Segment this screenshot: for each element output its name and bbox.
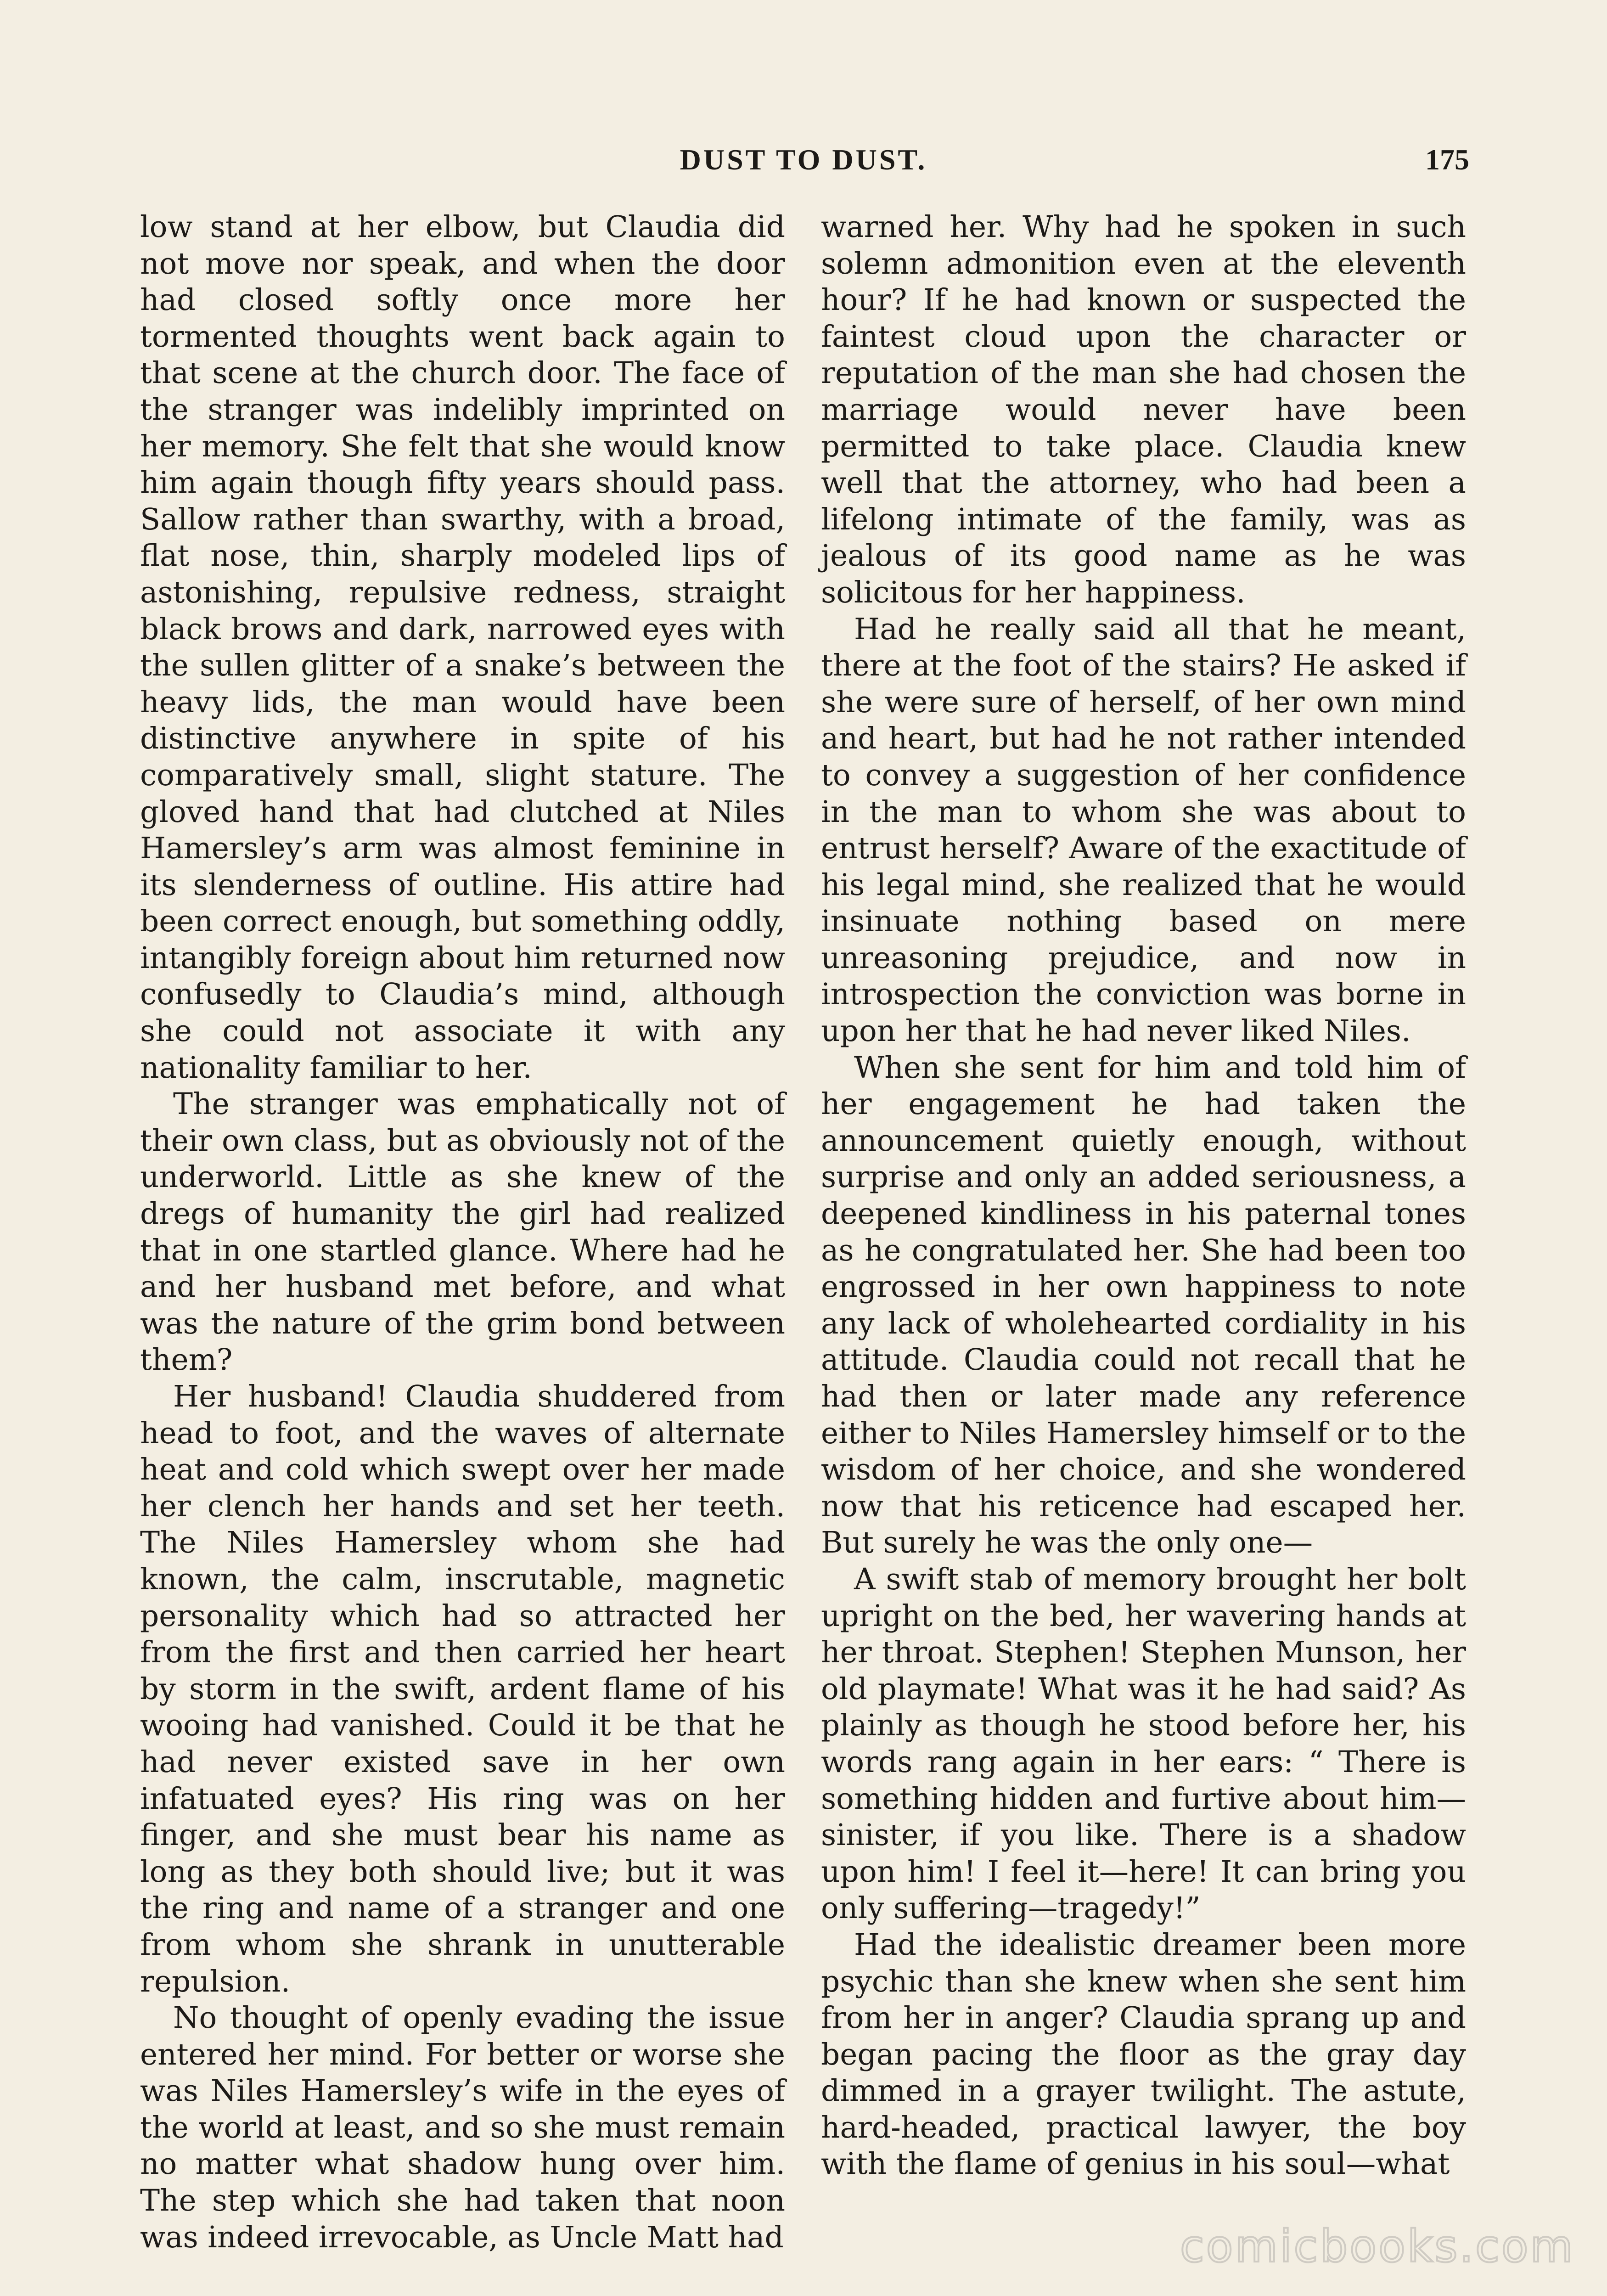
running-title: DUST TO DUST. (680, 143, 927, 176)
paragraph: When she sent for him and told him of her engagement he had taken the announcement quietly enough, without surprise and only an added seriousness, a deepened kindliness in his paternal tones as he congratulated her. She had been too engrossed in her own happiness to note any lack of wholehearted cordiality in his attitude. Claudia could not recall that he had then or later made any reference either to Niles Hamersley himself or to the wisdom of her choice, and she wondered now that his reticence had escaped her. But surely he was the only one— (821, 1050, 1466, 1560)
paragraph: Her husband! Claudia shuddered from head to foot, and the waves of alternate heat and cold which swept over her made her clench her hands and set her teeth. The Niles Hamersley whom she had known, the calm, inscrutable, magnetic personality which had so attracted her from the first and then carried her heart by storm in the swift, ardent flame of his wooing had vanished. Could it be that he had never existed save in her own infatuated eyes? His ring was on her finger, and she must bear his name as long as they both should live; but it was the ring and name of a stranger and one from whom she shrank in unutterable repulsion. (140, 1379, 785, 1999)
paragraph: The stranger was emphatically not of their own class, but as obviously not of the underworld. Little as she knew of the dregs of humanity the girl had realized that in one startled glance. Where had he and her husband met before, and what was the nature of the grim bond between them? (140, 1087, 785, 1378)
paragraph: Had the idealistic dreamer been more psychic than she knew when she sent him from her in anger? Claudia sprang up and began pacing the floor as the gray day dimmed in a grayer twilight. The astute, hard-headed, practical lawyer, the boy with the flame of genius in his soul—what (821, 1927, 1466, 2182)
paragraph: A swift stab of memory brought her bolt upright on the bed, her wavering hands at her throat. Stephen! Stephen Munson, her old playmate! What was it he had said? As plainly as though he stood before her, his words rang again in her ears: “ There is something hidden and furtive about him—sinister, if you like. There is a shadow upon him! I feel it—here! It can bring you only suffering—tragedy!” (821, 1562, 1466, 1926)
site-watermark: comicbooks.com (1180, 2221, 1575, 2272)
page-number: 175 (1425, 143, 1469, 176)
right-column (821, 209, 1466, 2182)
running-head (138, 141, 1469, 178)
paragraph: Had he really said all that he meant, there at the foot of the stairs? He asked if she were sure of herself, of her own mind and heart, but had he not rather intended to convey a suggestion of her confidence in the man to whom she was about to entrust herself? Aware of the exactitude of his legal mind, she realized that he would insinuate nothing based on mere unreasoning prejudice, and now in introspection the conviction was borne in upon her that he had never liked Niles. (821, 612, 1466, 1049)
paragraph: warned her. Why had he spoken in such solemn admonition even at the eleventh hour? If he had known or suspected the faintest cloud upon the character or reputation of the man she had chosen the marriage would never have been permitted to take place. Claudia knew well that the attorney, who had been a lifelong intimate of the family, was as jealous of its good name as he was solicitous for her happiness. (821, 210, 1466, 610)
left-column (140, 209, 785, 2255)
paragraph: No thought of openly evading the issue entered her mind. For better or worse she was Niles Hamersley’s wife in the eyes of the world at least, and so she must remain no matter what shadow hung over him. The step which she had taken that noon was indeed irrevocable, as Uncle Matt had (140, 2001, 785, 2255)
paragraph: low stand at her elbow, but Claudia did not move nor speak, and when the door had closed softly once more her tormented thoughts went back again to that scene at the church door. The face of the stranger was indelibly imprinted on her memory. She felt that she would know him again though fifty years should pass. Sallow rather than swarthy, with a broad, flat nose, thin, sharply modeled lips of astonishing, repulsive redness, straight black brows and dark, narrowed eyes with the sullen glitter of a snake’s between the heavy lids, the man would have been distinctive anywhere in spite of his comparatively small, slight stature. The gloved hand that had clutched at Niles Hamersley’s arm was almost feminine in its slenderness of outline. His attire had been correct enough, but something oddly, intangibly foreign about him returned now confusedly to Claudia’s mind, although she could not associate it with any nationality familiar to her. (140, 210, 785, 1085)
